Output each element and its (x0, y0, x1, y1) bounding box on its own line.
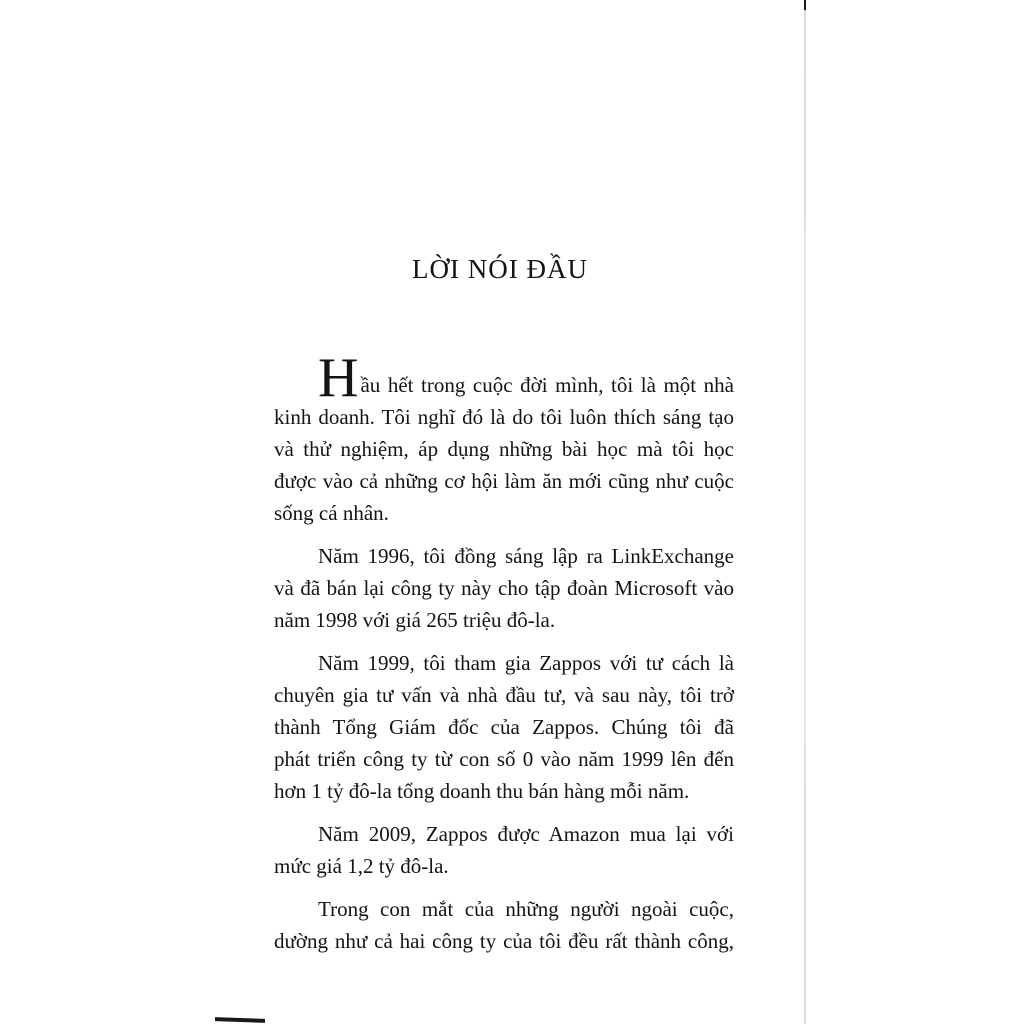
text-line: Năm 1996, tôi đồng sáng lập ra LinkExchange (318, 544, 734, 568)
paragraph-2 (274, 540, 734, 636)
text-line: sống cá nhân. (274, 501, 389, 525)
text-line: được vào cả những cơ hội làm ăn mới cũng như cuộc (274, 469, 734, 493)
text-line: dường như cả hai công ty của tôi đều rất thành công, (274, 929, 734, 953)
text-line: thành Tổng Giám đốc của Zappos. Chúng tôi đã (274, 715, 734, 739)
text-line: Năm 1999, tôi tham gia Zappos với tư cách là (318, 651, 734, 675)
chapter-title: LỜI NÓI ĐẦU (412, 254, 588, 284)
page-edge-shadow (804, 0, 806, 1024)
text-line: phát triển công ty từ con số 0 vào năm 1999 lên đến (274, 747, 734, 771)
text-line: Trong con mắt của những người ngoài cuộc, (318, 897, 734, 921)
paragraph-1 (274, 347, 734, 529)
text-line: chuyên gia tư vấn và nhà đầu tư, và sau này, tôi trở (274, 683, 734, 707)
page-edge-mark (215, 1017, 265, 1023)
text-line: và đã bán lại công ty này cho tập đoàn Microsoft vào (274, 576, 734, 600)
paragraph-3 (274, 647, 734, 807)
text-line (274, 347, 734, 409)
text-line: kinh doanh. Tôi nghĩ đó là do tôi luôn thích sáng tạo (274, 405, 734, 429)
paragraph-5 (274, 893, 734, 957)
drop-cap: H (318, 347, 359, 409)
body-text (274, 347, 734, 968)
text-line: hơn 1 tỷ đô-la tổng doanh thu bán hàng mỗi năm. (274, 779, 690, 803)
paragraph-4 (274, 818, 734, 882)
text-line: mức giá 1,2 tỷ đô-la. (274, 854, 449, 878)
text-line-content: ầu hết trong cuộc đời mình, tôi là một nhà (360, 373, 734, 397)
text-line: và thử nghiệm, áp dụng những bài học mà tôi học (274, 437, 734, 461)
text-line: năm 1998 với giá 265 triệu đô-la. (274, 608, 556, 632)
text-line: Năm 2009, Zappos được Amazon mua lại với (318, 822, 734, 846)
